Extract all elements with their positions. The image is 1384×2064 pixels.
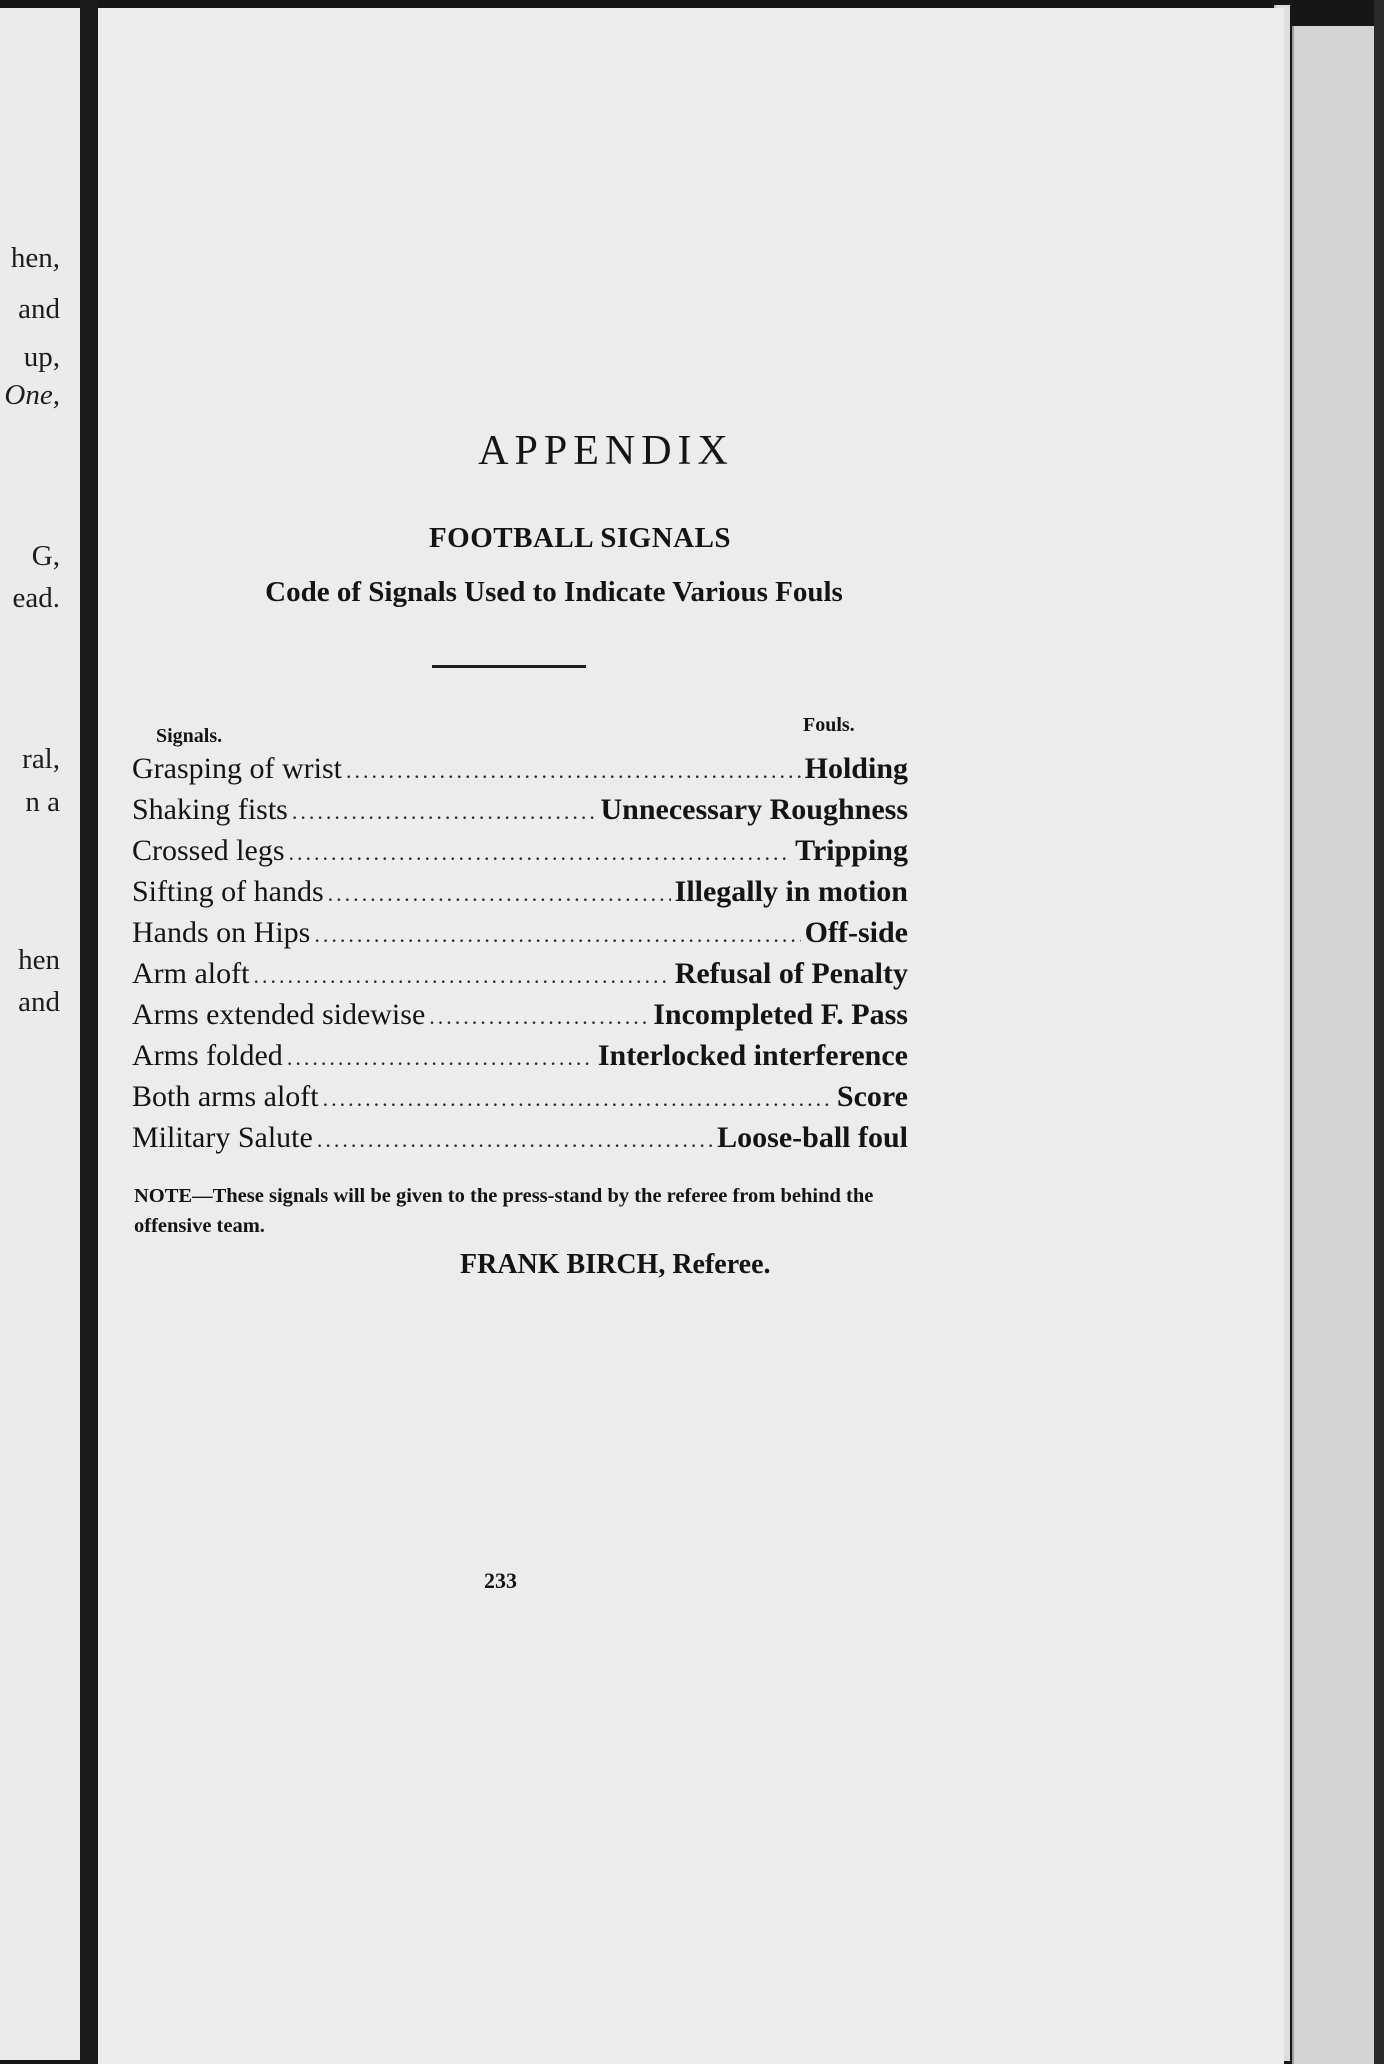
table-row <box>132 994 908 1035</box>
dot-leader <box>314 914 800 955</box>
signals-column-header: Signals. <box>156 725 223 747</box>
table-row <box>132 1117 908 1158</box>
signal-cell: Crossed legs <box>132 834 285 867</box>
referee-signature: FRANK BIRCH, Referee. <box>460 1249 771 1280</box>
table-row <box>132 871 908 912</box>
left-page-line: ral, <box>22 743 60 775</box>
table-row <box>132 1035 908 1076</box>
dot-leader <box>346 750 801 791</box>
table-row <box>132 748 908 789</box>
foul-cell: Holding <box>804 752 908 785</box>
signals-table <box>132 748 908 1158</box>
section-subheading: Code of Signals Used to Indicate Various Fouls <box>265 576 843 608</box>
signal-cell: Military Salute <box>132 1121 313 1154</box>
foul-cell: Off-side <box>804 916 908 949</box>
foul-cell: Interlocked interference <box>597 1039 908 1072</box>
signal-cell: Shaking fists <box>132 793 288 826</box>
dot-leader <box>328 873 671 914</box>
signal-cell: Sifting of hands <box>132 875 324 908</box>
dot-leader <box>323 1078 833 1119</box>
dot-leader <box>253 955 670 996</box>
foul-cell: Tripping <box>795 834 908 867</box>
table-row <box>132 953 908 994</box>
signal-cell: Grasping of wrist <box>132 752 342 785</box>
fouls-column-header: Fouls. <box>803 714 855 736</box>
horizontal-rule <box>432 665 586 668</box>
table-row <box>132 1076 908 1117</box>
foul-cell: Unnecessary Roughness <box>600 793 908 826</box>
foul-cell: Incompleted F. Pass <box>653 998 908 1031</box>
signal-cell: Arm aloft <box>132 957 250 990</box>
section-heading: FOOTBALL SIGNALS <box>428 522 732 554</box>
left-page-line: and <box>18 293 60 325</box>
table-row <box>132 830 908 871</box>
signal-cell: Both arms aloft <box>132 1080 319 1113</box>
signal-cell: Arms folded <box>132 1039 283 1072</box>
page-stack-edge <box>1292 26 1376 2064</box>
dot-leader <box>287 1037 594 1078</box>
left-page-line: G, <box>31 540 60 572</box>
foul-cell: Score <box>836 1080 908 1113</box>
signal-cell: Arms extended sidewise <box>132 998 426 1031</box>
left-page-line: n a <box>25 786 60 818</box>
foul-cell: Illegally in motion <box>674 875 908 908</box>
book-gutter <box>80 0 98 2064</box>
table-row <box>132 912 908 953</box>
background-edge <box>1374 0 1384 2064</box>
table-row <box>132 789 908 830</box>
left-page-line: hen <box>18 944 60 976</box>
appendix-title: APPENDIX <box>478 428 734 474</box>
left-page-line: and <box>18 986 60 1018</box>
signal-cell: Hands on Hips <box>132 916 311 949</box>
dot-leader <box>289 832 792 873</box>
left-page-line: ead. <box>12 582 60 614</box>
foul-cell: Loose-ball foul <box>717 1121 908 1154</box>
left-page-fragment <box>0 8 80 2060</box>
page-content <box>98 8 1284 2064</box>
note-paragraph: NOTE—These signals will be given to the press-stand by the referee from behind the offensive team. <box>134 1185 874 1237</box>
book-page <box>98 8 1284 2064</box>
foul-cell: Refusal of Penalty <box>674 957 908 990</box>
dot-leader <box>292 791 597 832</box>
dot-leader <box>317 1119 713 1160</box>
left-page-line: up, <box>23 341 60 373</box>
page-number: 233 <box>484 1568 517 1593</box>
left-page-line: hen, <box>10 242 60 274</box>
dot-leader <box>429 996 649 1037</box>
left-page-line: One, <box>4 379 60 411</box>
